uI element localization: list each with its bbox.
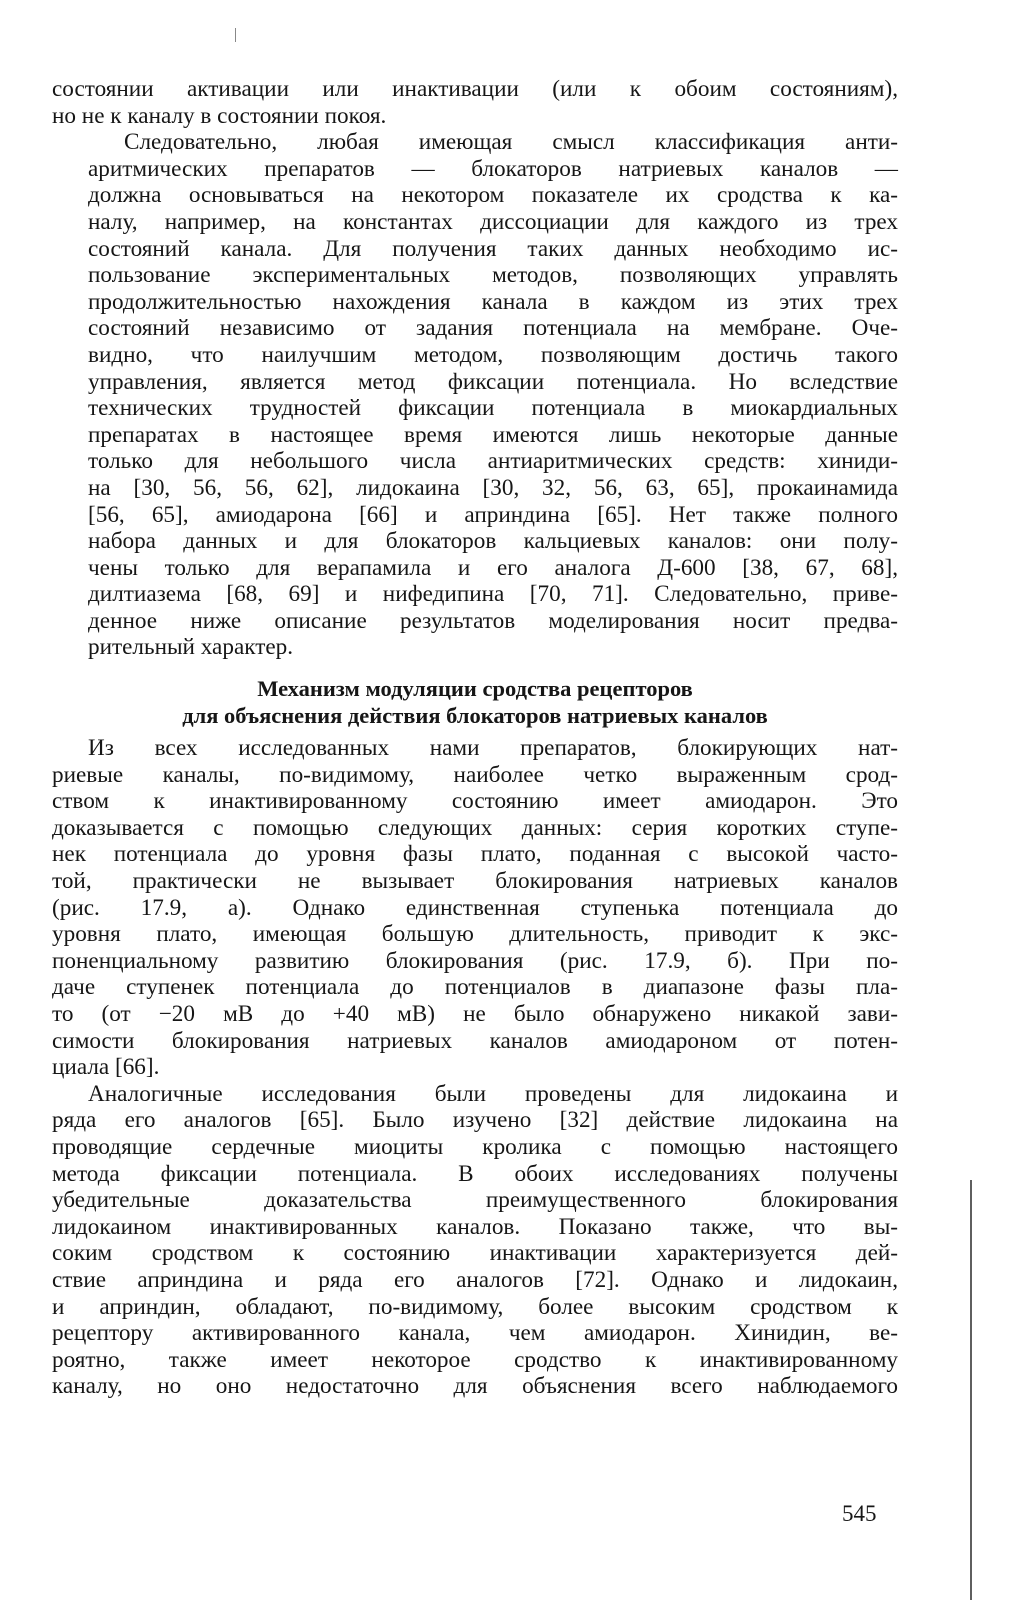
text-line: симости блокирования натриевых каналов амиодароном от потен-	[52, 1027, 898, 1054]
paragraph-lidocaine	[52, 1081, 898, 1400]
paragraph-classification	[52, 129, 898, 661]
text-line: должна основываться на некотором показателе их сродства к ка-	[88, 182, 898, 209]
text-line: Из всех исследованных нами препаратов, блокирующих нат-	[88, 735, 898, 762]
text-line: ствие априндина и ряда его аналогов [72]. Однако и лидокаин,	[52, 1266, 898, 1293]
text-line: пользование экспериментальных методов, позволяющих управлять	[88, 262, 898, 289]
text-line: продолжительностью нахождения канала в каждом из этих трех	[88, 288, 898, 315]
paragraph-continued	[52, 76, 898, 129]
text-line: соким сродством к состоянию инактивации характеризуется дей-	[52, 1240, 898, 1267]
paragraph-amiodarone	[52, 735, 898, 1081]
text-line: состояний канала. Для получения таких данных необходимо ис-	[88, 235, 898, 262]
text-line: риевые каналы, по-видимому, наиболее четко выраженным срод-	[52, 761, 898, 788]
text-line: убедительные доказательства преимущественного блокирования	[52, 1187, 898, 1214]
text-line: Аналогичные исследования были проведены для лидокаина и	[88, 1080, 898, 1107]
scan-margin-line	[970, 1180, 972, 1600]
text-line: то (от −20 мВ до +40 мВ) не было обнаружено никакой зави-	[52, 1001, 898, 1027]
text-line: но не к каналу в состоянии покоя.	[52, 102, 387, 129]
text-line: роятно, также имеет некоторое сродство к инактивированному	[52, 1346, 898, 1373]
text-line: даче ступенек потенциала до потенциалов в диапазоне фазы пла-	[52, 974, 898, 1001]
heading-line: для объяснения действия блокаторов натриевых каналов	[182, 703, 768, 729]
text-line: только для небольшого числа антиаритмических средств: хиниди-	[88, 448, 898, 475]
text-line: нек потенциала до уровня фазы плато, поданная с высокой часто-	[52, 841, 898, 868]
text-line: (рис. 17.9, а). Однако единственная ступенька потенциала до	[52, 894, 898, 921]
text-line: аритмических препаратов — блокаторов натриевых каналов —	[88, 155, 898, 182]
text-line: уровня плато, имеющая большую длительность, приводит к экс-	[52, 921, 898, 948]
text-line: каналу, но оно недостаточно для объяснения всего наблюдаемого	[52, 1373, 898, 1400]
text-line: видно, что наилучшим методом, позволяющим достичь такого	[88, 341, 898, 368]
text-line: лидокаином инактивированных каналов. Показано также, что вы-	[52, 1213, 898, 1240]
book-page-text	[52, 76, 898, 1400]
text-line: доказывается с помощью следующих данных: серия коротких ступе-	[52, 814, 898, 841]
text-line: на [30, 56, 56, 62], лидокаина [30, 32, 56, 63, 65], прокаинамида	[88, 474, 898, 501]
text-line: рецептору активированного канала, чем амиодарон. Хинидин, ве-	[52, 1320, 898, 1347]
heading-line: Механизм модуляции сродства рецепторов	[257, 676, 693, 702]
text-line: циала [66].	[52, 1054, 160, 1081]
text-line: метода фиксации потенциала. В обоих исследованиях получены	[52, 1160, 898, 1187]
text-line: рительный характер.	[88, 634, 294, 661]
text-line: технических трудностей фиксации потенциала в миокардиальных	[88, 395, 898, 422]
text-line: ством к инактивированному состоянию имеет амиодарон. Это	[52, 788, 898, 815]
text-line: чены только для верапамила и его аналога Д-600 [38, 67, 68],	[88, 554, 898, 581]
text-line: налу, например, на константах диссоциации для каждого из трех	[88, 208, 898, 235]
text-line: и априндин, обладают, по-видимому, более высоким сродством к	[52, 1293, 898, 1320]
text-line: препаратах в настоящее время имеются лишь некоторые данные	[88, 421, 898, 448]
section-heading	[52, 675, 898, 729]
text-line: ряда его аналогов [65]. Было изучено [32] действие лидокаина на	[52, 1107, 898, 1134]
text-line: Следовательно, любая имеющая смысл классификация анти-	[124, 129, 898, 156]
text-line: проводящие сердечные миоциты кролика с помощью настоящего	[52, 1133, 898, 1160]
scan-mark	[235, 28, 236, 42]
text-line: набора данных и для блокаторов кальциевых каналов: они полу-	[88, 528, 898, 555]
text-line: управления, является метод фиксации потенциала. Но вследствие	[88, 368, 898, 395]
text-line: денное ниже описание результатов моделирования носит предва-	[88, 607, 898, 634]
text-line: той, практически не вызывает блокирования натриевых каналов	[52, 868, 898, 895]
text-line: состоянии активации или инактивации (или к обоим состояниям),	[52, 76, 898, 102]
text-line: состояний независимо от задания потенциала на мембране. Оче-	[88, 315, 898, 342]
text-line: [56, 65], амиодарона [66] и априндина [65]. Нет также полного	[88, 501, 898, 528]
text-line: дилтиазема [68, 69] и нифедипина [70, 71]. Следовательно, приве-	[88, 581, 898, 608]
page-number: 545	[842, 1501, 877, 1526]
text-line: поненциальному развитию блокирования (рис. 17.9, б). При по-	[52, 947, 898, 974]
